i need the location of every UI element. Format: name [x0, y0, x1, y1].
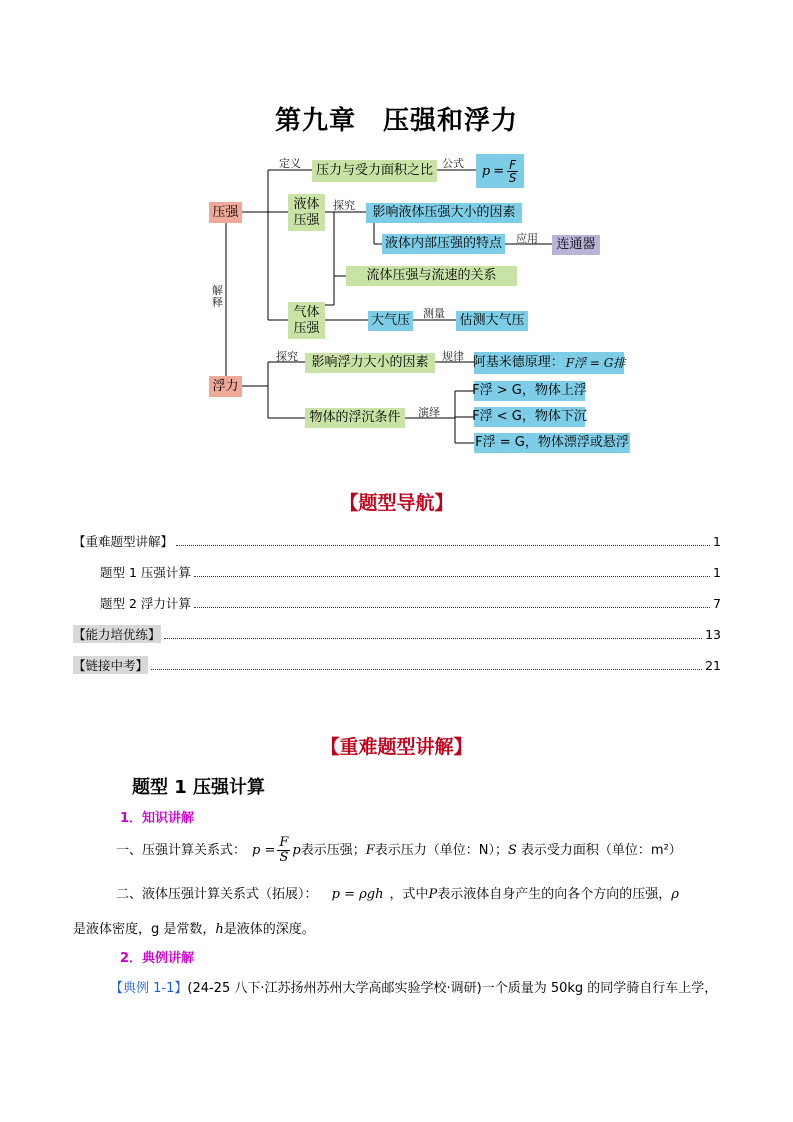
formula2-prefix: 二、液体压强计算关系式（拓展）： [116, 887, 318, 902]
archimedes-formula: F浮 = G排 [565, 355, 626, 370]
chapter-title: 第九章 压强和浮力 [274, 106, 518, 136]
knowledge-title: 1．知识讲解 [120, 811, 195, 826]
node-gas-pressure: 气体 压强 [288, 302, 325, 339]
node-buoy-factors: 影响浮力大小的因素 [305, 353, 435, 373]
toc-label: 题型 2 浮力计算 [100, 596, 191, 611]
formula1-line [116, 836, 682, 866]
toc-entry[interactable] [100, 594, 721, 612]
formula1-fraction [277, 836, 290, 866]
type-title: 题型 1 压强计算 [132, 777, 266, 798]
formula2-mid: ，式中 [389, 887, 429, 902]
toc-label: 【链接中考】 [73, 658, 149, 673]
formula2-line [116, 885, 679, 905]
edge-define: 定义 [279, 157, 301, 170]
toc-entry[interactable] [73, 656, 721, 674]
edge-explore: 探究 [333, 199, 355, 212]
line3-h: h [215, 922, 224, 937]
formula1-den: S [279, 850, 289, 866]
formula1-p2: p [292, 843, 301, 859]
toc-page: 1 [713, 534, 721, 549]
nav-heading: 【题型导航】 [339, 492, 454, 514]
edge-measure: 测量 [423, 307, 445, 320]
node-liquid-pressure: 液体 压强 [288, 194, 325, 231]
formula1-S: S [508, 843, 517, 859]
node-formula [476, 154, 524, 188]
node-liquid-features: 液体内部压强的特点 [382, 234, 505, 254]
toc-dots [151, 669, 702, 670]
formula-p: p [481, 163, 491, 179]
example-text: (24-25 八下·江苏扬州苏州大学高邮实验学校·调研)一个质量为 50kg 的同学骑自行车上学， [187, 981, 718, 996]
toc-page: 21 [705, 658, 721, 673]
formula1-after: 表示压强； [300, 843, 366, 859]
example-tag: 【典例 1-1】 [110, 981, 188, 996]
section-heading: 【重难题型讲解】 [320, 736, 473, 758]
node-liquid-factors: 影响液体压强大小的因素 [366, 203, 522, 223]
node-estimate: 估测大气压 [456, 311, 528, 331]
line3-a: 是液体密度，g 是常数， [73, 922, 216, 937]
toc-dots [164, 638, 703, 639]
toc-entry[interactable] [100, 563, 721, 581]
formula1-prefix: 一、压强计算关系式： [116, 843, 247, 859]
toc-label: 【重难题型讲解】 [73, 534, 174, 549]
edge-apply: 应用 [516, 232, 538, 245]
formula-fraction [507, 159, 518, 184]
toc-dots [176, 545, 710, 546]
example-title: 2．典例讲解 [120, 951, 195, 966]
archimedes-text: 阿基米德原理： [472, 355, 564, 371]
edge-explore2: 探究 [276, 350, 298, 363]
node-cond-up: F浮 > G，物体上浮 [474, 381, 585, 401]
formula-eq: = [493, 163, 505, 179]
formula-den: S [508, 170, 517, 185]
toc-page: 7 [713, 596, 721, 611]
toc-entry[interactable] [73, 532, 721, 550]
formula1-mid: 表示压力（单位：N）； [374, 843, 509, 859]
node-atmosphere: 大气压 [368, 311, 413, 331]
node-pressure: 压强 [209, 202, 242, 223]
line3-b: 是液体的深度。 [223, 922, 315, 937]
toc-dots [194, 607, 710, 608]
node-cond-eq: F浮 = G，物体漂浮或悬浮 [474, 433, 630, 453]
node-connector: 连通器 [552, 235, 600, 255]
formula-num: F [509, 157, 517, 172]
formula2-P: P [428, 887, 438, 902]
node-cond-down: F浮 < G，物体下沉 [474, 407, 585, 427]
edge-rule: 规律 [442, 350, 464, 363]
toc-entry[interactable] [73, 625, 721, 643]
edge-explain: 解释 [212, 284, 223, 309]
node-buoyancy: 浮力 [209, 376, 242, 397]
toc-page: 13 [705, 627, 721, 642]
formula2-expr: p = ρgh [331, 887, 384, 902]
formula1-F: F [365, 843, 375, 859]
formula1-num: F [279, 835, 289, 850]
toc-label: 【能力培优练】 [73, 627, 161, 642]
formula2-rho: ρ [671, 887, 679, 902]
toc-label: 题型 1 压强计算 [100, 565, 191, 580]
node-definition: 压力与受力面积之比 [312, 160, 437, 182]
formula2-end: 表示液体自身产生的向各个方向的压强， [437, 887, 672, 902]
example-line [110, 979, 717, 999]
line3 [73, 920, 315, 940]
toc-page: 1 [713, 565, 721, 580]
toc-dots [194, 576, 710, 577]
edge-deduce: 演绎 [418, 406, 440, 419]
edge-formula: 公式 [442, 157, 464, 170]
formula1-p: p = [252, 843, 276, 859]
node-float-condition: 物体的浮沉条件 [305, 408, 405, 428]
formula1-end: 表示受力面积（单位：m²） [520, 843, 682, 859]
node-archimedes [474, 352, 624, 374]
node-flow: 流体压强与流速的关系 [346, 266, 517, 286]
